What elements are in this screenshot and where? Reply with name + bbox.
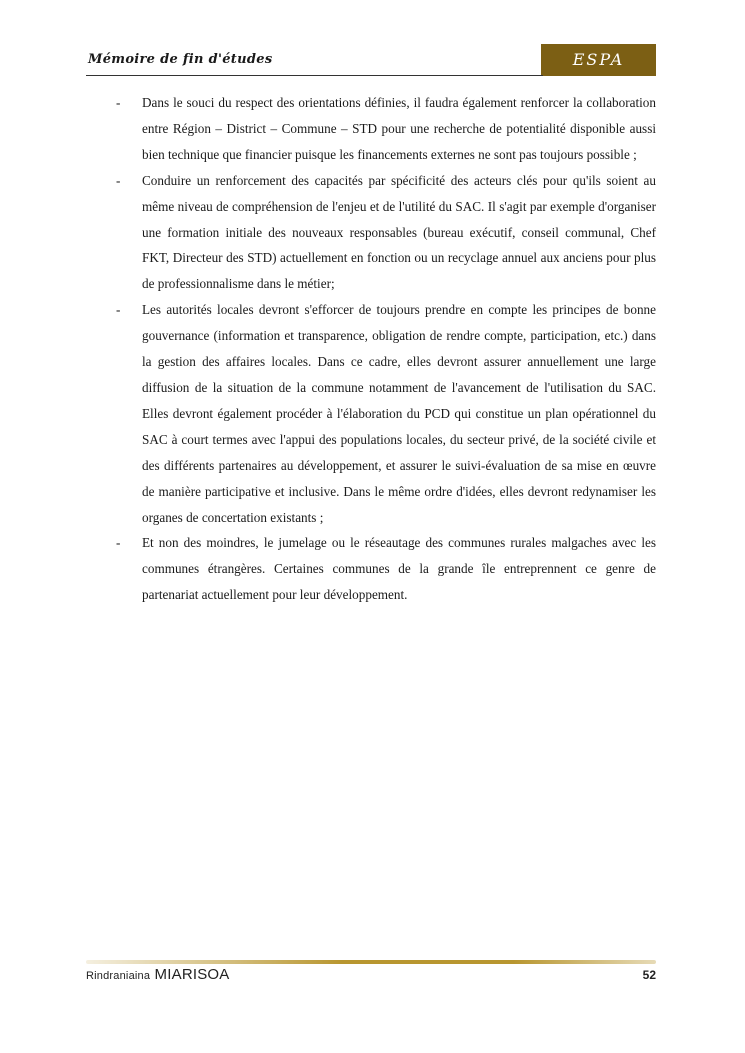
bullet-item [114,90,656,168]
footer-rule [86,960,656,964]
bullet-marker: - [116,95,121,110]
bullet-marker: - [116,302,121,318]
page-number: 52 [642,968,656,982]
bullet-text: Les autorités locales devront s'efforcer de toujours prendre en compte les principes de bonne gouvernance (information et transparence, obligation de rendre compte, participation, etc.) dans la gestion des affaires locales. Dans ce cadre, elles devront assurer annuellement une large diffusion de la situation de la commune notamment de l'avancement de l'utilisation du SAC. Elles devront également procéder à l'élaboration du PCD qui constitue un plan opérationnel du SAC à court termes avec l'appui des populations locales, du secteur privé, de la société civile et des différents partenaires au développement, et assurer le suivi-évaluation de sa mise en œuvre de manière participative et inclusive. Dans le même ordre d'idées, elles devront redynamiser les organes de concertation existants ; [142,302,656,525]
bullet-item [114,168,656,298]
bullet-item [114,530,656,608]
author-given-name: Rindraniaina [86,970,151,982]
bullet-text: Et non des moindres, le jumelage ou le réseautage des communes rurales malgaches avec les communes étrangères. Certaines communes de la grande île entreprennent ce genre de partenariat actuellement pour leur développement. [142,535,656,603]
header-badge: ESPA [541,44,656,76]
bullet-text: Conduire un renforcement des capacités par spécificité des acteurs clés pour qu'ils soient au même niveau de compréhension de l'enjeu et de l'utilité du SAC. Il s'agit par exemple d'organiser une formation initiale des nouveaux responsables (bureau exécutif, conseil communal, Chef FKT, Directeur des STD) actuellement en fonction ou un recyclage annuel aux anciens pour plus de professionnalisme dans le métier; [142,172,656,292]
bullet-item [114,297,656,530]
bullet-marker: - [116,535,121,551]
author-family-name: MIARISOA [154,966,230,983]
bullet-marker: - [116,172,121,188]
header-rule [86,75,543,76]
header-title: Mémoire de fin d'études [88,52,273,67]
footer-author [86,966,230,983]
body-content [114,90,656,608]
bullet-text: Dans le souci du respect des orientations définies, il faudra également renforcer la collaboration entre Région – District – Commune – STD pour une recherche de potentialité disponible aussi bien technique que financier puisque les financements externes ne sont pas toujours possible ; [142,95,656,162]
page-header [86,44,656,76]
